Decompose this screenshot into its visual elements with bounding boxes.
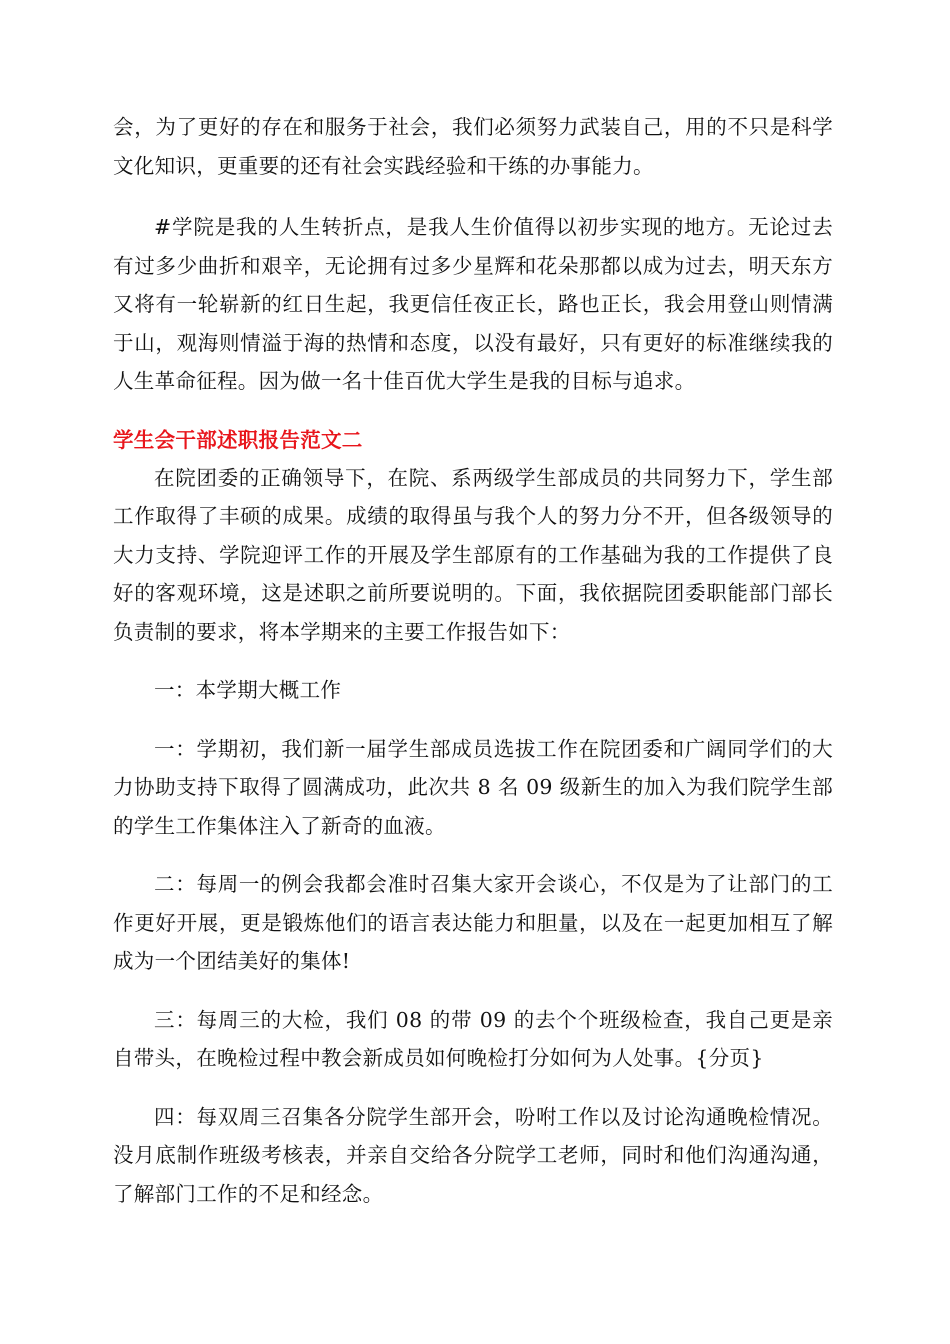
paragraph-work-summary: 在院团委的正确领导下，在院、系两级学生部成员的共同努力下，学生部工作取得了丰硕的成果。成绩的取得虽与我个人的努力分不开，但各级领导的大力支持、学院迎评工作的开展及学生部原有的工作基础为我的工作提供了良好的客观环境，这是述职之前所要说明的。下面，我依据院团委职能部门部长负责制的要求，将本学期来的主要工作报告如下： <box>113 465 833 644</box>
intro-paragraph: 会，为了更好的存在和服务于社会，我们必须努力武装自己，用的不只是科学文化知识，更重要的还有社会实践经验和干练的办事能力。 <box>113 115 833 178</box>
list-item-3: 三：每周三的大检，我们 08 的带 09 的去个个班级检查，我自己更是亲自带头，在晚检过程中教会新成员如何晚检打分如何为人处事。{分页} <box>113 1007 833 1070</box>
list-item-4: 四：每双周三召集各分院学生部开会，吩咐工作以及讨论沟通晚检情况。没月底制作班级考核表，并亲自交给各分院学工老师，同时和他们沟通沟通，了解部门工作的不足和经念。 <box>113 1104 833 1206</box>
list-item-2: 二：每周一的例会我都会准时召集大家开会谈心，不仅是为了让部门的工作更好开展，更是锻炼他们的语言表达能力和胆量，以及在一起更加相互了解成为一个团结美好的集体! <box>113 872 833 973</box>
list-item-1: 一：学期初，我们新一届学生部成员选拔工作在院团委和广阔同学们的大力协助支持下取得了圆满成功，此次共 8 名 09 级新生的加入为我们院学生部的学生工作集体注入了新奇的血液。 <box>113 736 833 838</box>
subheading-semester-work: 一：本学期大概工作 <box>154 678 342 702</box>
paragraph-college-turning-point: #学院是我的人生转折点，是我人生价值得以初步实现的地方。无论过去有过多少曲折和艰辛，无论拥有过多少星辉和花朵那都以成为过去，明天东方又将有一轮崭新的红日生起，我更信任夜正长，路也正长，我会用登山则情满于山，观海则情溢于海的热情和态度，以没有最好，只有更好的标准继续我的人生革命征程。因为做一名十佳百优大学生是我的目标与追求。 <box>113 215 833 393</box>
document-page <box>113 108 833 1213</box>
section-heading: 学生会干部述职报告范文二 <box>113 427 363 452</box>
